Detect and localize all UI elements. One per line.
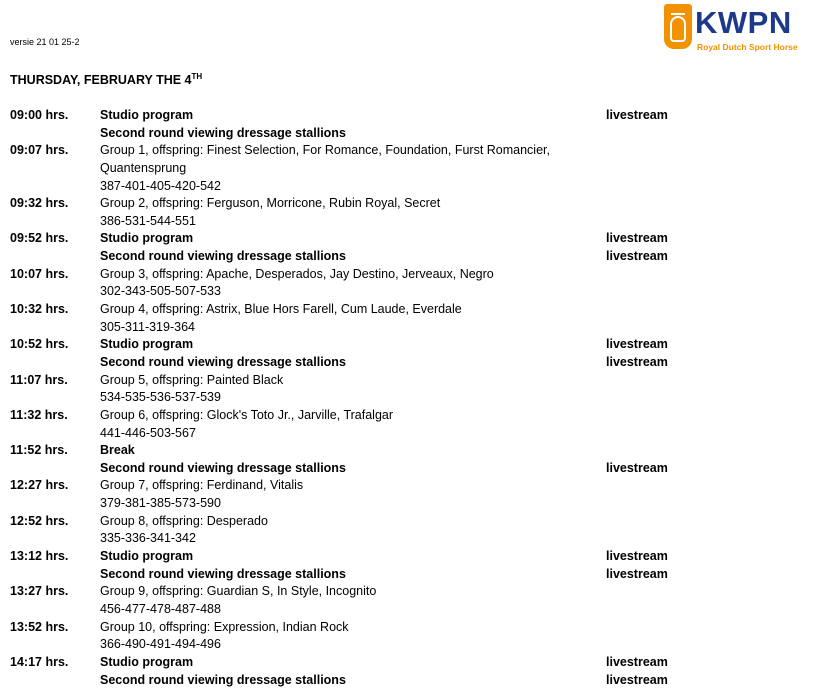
row-livestream: livestream <box>606 249 668 264</box>
schedule-row <box>10 636 810 654</box>
day-title: THURSDAY, FEBRUARY THE 4 <box>10 73 192 88</box>
schedule-row <box>10 125 810 143</box>
schedule-list <box>10 107 810 689</box>
row-time: 11:07 hrs. <box>10 372 68 387</box>
schedule-row <box>10 319 810 337</box>
row-text: 441-446-503-567 <box>100 425 196 440</box>
horse-shield-icon <box>664 4 692 49</box>
logo-brand: KWPN <box>695 5 792 40</box>
row-text: Quantensprung <box>100 160 187 175</box>
schedule-row <box>10 425 810 443</box>
row-livestream: livestream <box>606 354 668 369</box>
row-text: 379-381-385-573-590 <box>100 496 221 511</box>
row-text: Group 1, offspring: Finest Selection, For Romance, Foundation, Furst Romancier, <box>100 143 550 158</box>
schedule-row <box>10 266 810 284</box>
row-time: 10:07 hrs. <box>10 266 69 281</box>
row-livestream: livestream <box>606 654 668 669</box>
row-livestream: livestream <box>606 108 668 122</box>
row-livestream: livestream <box>606 566 668 581</box>
row-time: 13:27 hrs. <box>10 584 69 599</box>
row-text: Second round viewing dressage stallions <box>100 125 346 140</box>
schedule-row <box>10 107 810 125</box>
schedule-row <box>10 389 810 407</box>
row-text: Group 5, offspring: Painted Black <box>100 372 284 387</box>
kwpn-logo <box>664 4 818 54</box>
row-livestream: livestream <box>606 549 668 564</box>
schedule-row <box>10 672 810 690</box>
schedule-row <box>10 178 810 196</box>
row-time: 09:52 hrs. <box>10 231 69 246</box>
row-text: Group 8, offspring: Desperado <box>100 513 268 528</box>
row-text: 386-531-544-551 <box>100 213 196 228</box>
row-time: 12:27 hrs. <box>10 478 69 493</box>
schedule-row <box>10 601 810 619</box>
schedule-row <box>10 195 810 213</box>
schedule-row <box>10 513 810 531</box>
row-text: 335-336-341-342 <box>100 531 196 546</box>
row-text: Group 7, offspring: Ferdinand, Vitalis <box>100 478 304 493</box>
row-text: 302-343-505-507-533 <box>100 284 221 299</box>
schedule-row <box>10 160 810 178</box>
row-text: Group 4, offspring: Astrix, Blue Hors Farell, Cum Laude, Everdale <box>100 302 462 317</box>
row-text: 456-477-478-487-488 <box>100 601 221 616</box>
row-time: 11:32 hrs. <box>10 407 68 422</box>
row-time: 09:07 hrs. <box>10 143 69 158</box>
schedule-row <box>10 477 810 495</box>
row-text: 387-401-405-420-542 <box>100 178 221 193</box>
schedule-row <box>10 407 810 425</box>
row-text: Studio program <box>100 108 194 122</box>
schedule-row <box>10 619 810 637</box>
logo-subtitle: Royal Dutch Sport Horse <box>697 42 798 52</box>
row-text: Second round viewing dressage stallions <box>100 672 346 687</box>
schedule-row <box>10 248 810 266</box>
row-text: 305-311-319-364 <box>100 319 195 334</box>
row-text: Studio program <box>100 231 194 246</box>
row-time: 09:00 hrs. <box>10 108 69 122</box>
row-livestream: livestream <box>606 337 668 352</box>
row-text: Studio program <box>100 654 194 669</box>
row-text: Group 9, offspring: Guardian S, In Style, Incognito <box>100 584 377 599</box>
schedule-row <box>10 460 810 478</box>
row-time: 09:32 hrs. <box>10 196 69 211</box>
row-livestream: livestream <box>606 460 668 475</box>
row-text: Studio program <box>100 549 194 564</box>
row-time: 14:17 hrs. <box>10 654 69 669</box>
row-text: Second round viewing dressage stallions <box>100 249 346 264</box>
schedule-row <box>10 495 810 513</box>
row-time: 11:52 hrs. <box>10 443 68 458</box>
schedule-row <box>10 336 810 354</box>
schedule-row <box>10 654 810 672</box>
row-time: 12:52 hrs. <box>10 513 69 528</box>
row-time: 10:32 hrs. <box>10 302 69 317</box>
schedule-row <box>10 301 810 319</box>
schedule-row <box>10 566 810 584</box>
schedule-row <box>10 354 810 372</box>
row-livestream: livestream <box>606 231 668 246</box>
row-text: Group 3, offspring: Apache, Desperados, Jay Destino, Jerveaux, Negro <box>100 266 494 281</box>
schedule-row <box>10 213 810 231</box>
version-label: versie 21 01 25-2 <box>10 37 80 47</box>
row-text: Break <box>100 443 135 458</box>
row-text: Studio program <box>100 337 194 352</box>
row-time: 10:52 hrs. <box>10 337 69 352</box>
schedule-row <box>10 583 810 601</box>
row-text: Group 10, offspring: Expression, Indian Rock <box>100 619 349 634</box>
schedule-row <box>10 142 810 160</box>
row-time: 13:52 hrs. <box>10 619 69 634</box>
row-text: Second round viewing dressage stallions <box>100 460 346 475</box>
schedule-row <box>10 442 810 460</box>
schedule-row <box>10 230 810 248</box>
row-text: Second round viewing dressage stallions <box>100 566 346 581</box>
row-time: 13:12 hrs. <box>10 549 69 564</box>
row-text: Second round viewing dressage stallions <box>100 354 346 369</box>
schedule-row <box>10 372 810 390</box>
row-text: 366-490-491-494-496 <box>100 637 221 652</box>
schedule-row <box>10 283 810 301</box>
row-text: 534-535-536-537-539 <box>100 390 221 405</box>
row-text: Group 6, offspring: Glock's Toto Jr., Jarville, Trafalgar <box>100 407 394 422</box>
schedule-row <box>10 548 810 566</box>
schedule-row <box>10 530 810 548</box>
day-heading <box>10 72 202 87</box>
row-text: Group 2, offspring: Ferguson, Morricone, Rubin Royal, Secret <box>100 196 441 211</box>
row-livestream: livestream <box>606 672 668 687</box>
day-suffix: TH <box>191 72 203 81</box>
